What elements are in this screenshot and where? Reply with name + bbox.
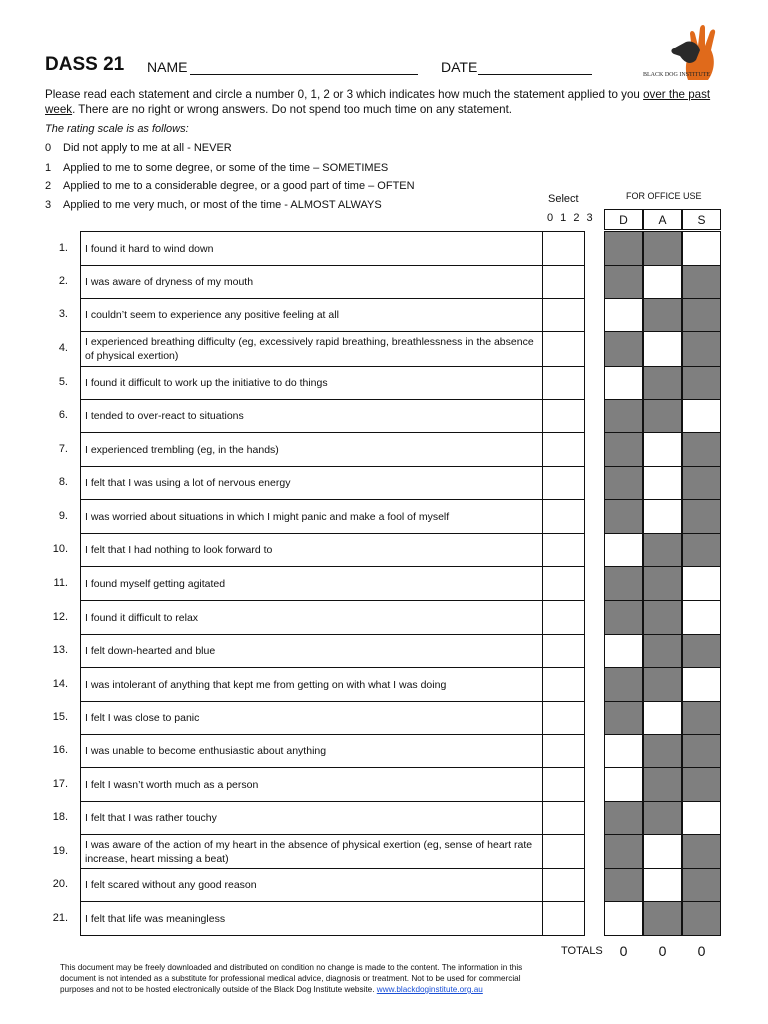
office-cell-d [604,868,643,902]
select-label: Select [548,193,579,205]
office-cell-a[interactable] [643,265,682,299]
question-statement: I experienced trembling (eg, in the hands) [80,432,543,467]
question-statement: I experienced breathing difficulty (eg, excessively rapid breathing, breathlessness in the absence of physical exertion) [80,331,543,367]
question-statement: I felt that I had nothing to look forward to [80,533,543,567]
instructions-text-end: . There are no right or wrong answers. Do not spend too much time on any statement. [72,103,513,116]
office-cell-a[interactable] [643,432,682,467]
question-number: 17. [52,777,68,790]
question-number: 12. [52,610,68,623]
office-cell-d [604,432,643,467]
office-cell-s[interactable] [682,801,721,835]
office-cell-a[interactable] [643,834,682,869]
question-statement: I was unable to become enthusiastic about anything [80,734,543,768]
answer-select-cell[interactable] [542,701,585,735]
scale-number: 1 [45,162,52,174]
black-dog-institute-logo [640,20,735,82]
office-cell-s [682,767,721,802]
answer-select-cell[interactable] [542,767,585,802]
question-statement: I felt I wasn’t worth much as a person [80,767,543,802]
answer-select-cell[interactable] [542,600,585,635]
answer-select-cell[interactable] [542,868,585,902]
scale-text: Applied to me very much, or most of the time - ALMOST ALWAYS [63,199,382,211]
question-statement: I was aware of the action of my heart in the absence of physical exertion (eg, sense of heart rate increase, heart missing a beat) [80,834,543,869]
answer-select-cell[interactable] [542,634,585,668]
logo-wordmark: BLACK DOG INSTITUTE [643,72,710,78]
office-cell-s[interactable] [682,231,721,266]
question-statement: I found it difficult to relax [80,600,543,635]
office-cell-s [682,868,721,902]
answer-select-cell[interactable] [542,734,585,768]
office-cell-d [604,499,643,534]
office-cell-s [682,466,721,500]
office-cell-d [604,566,643,601]
office-cell-a [643,767,682,802]
instructions [45,87,735,117]
office-cell-a[interactable] [643,331,682,367]
office-cell-d [604,331,643,367]
office-cell-s[interactable] [682,600,721,635]
answer-select-cell[interactable] [542,231,585,266]
total-d: 0 [619,943,628,959]
office-cell-a [643,231,682,266]
office-cell-d [604,801,643,835]
total-a: 0 [658,943,667,959]
answer-select-cell[interactable] [542,331,585,367]
office-cell-d [604,466,643,500]
office-cell-a [643,734,682,768]
name-field[interactable] [190,74,418,75]
question-statement: I felt that I was rather touchy [80,801,543,835]
totals-label: TOTALS [561,945,603,957]
question-number: 2. [58,275,68,287]
question-statement: I was worried about situations in which I might panic and make a fool of myself [80,499,543,534]
answer-select-cell[interactable] [542,901,585,936]
column-header-s: S [682,209,721,230]
question-number: 8. [58,476,68,488]
answer-select-cell[interactable] [542,399,585,433]
office-cell-a [643,801,682,835]
office-cell-s [682,834,721,869]
office-cell-d [604,265,643,299]
office-cell-a[interactable] [643,701,682,735]
office-cell-a [643,600,682,635]
office-cell-a [643,399,682,433]
answer-select-cell[interactable] [542,801,585,835]
answer-select-cell[interactable] [542,366,585,400]
date-field[interactable] [478,74,592,75]
question-number: 11. [53,576,68,589]
scale-item [45,180,415,192]
question-number: 10. [52,543,68,555]
office-cell-s [682,432,721,467]
answer-select-cell[interactable] [542,432,585,467]
scale-text: Applied to me to a considerable degree, or a good part of time – OFTEN [63,180,415,192]
date-label: DATE [441,59,478,75]
office-cell-s [682,701,721,735]
question-number: 3. [58,308,68,320]
scale-text: Applied to me to some degree, or some of the time – SOMETIMES [63,162,389,174]
answer-select-cell[interactable] [542,466,585,500]
office-use-label: FOR OFFICE USE [626,191,702,201]
office-cell-d [604,399,643,433]
answer-select-cell[interactable] [542,667,585,702]
question-number: 4. [58,342,68,354]
question-number: 5. [58,376,68,388]
answer-select-cell[interactable] [542,566,585,601]
office-cell-d[interactable] [604,298,643,332]
question-number: 14. [52,677,68,690]
question-number: 13. [52,644,68,656]
question-statement: I found it difficult to work up the initiative to do things [80,366,543,400]
office-cell-a [643,566,682,601]
rating-scale-title: The rating scale is as follows: [45,123,189,135]
office-cell-a [643,533,682,567]
question-statement: I tended to over-react to situations [80,399,543,433]
office-cell-d [604,667,643,702]
question-number: 7. [58,442,68,455]
office-cell-d[interactable] [604,901,643,936]
select-digits: 0 1 2 3 [547,212,595,224]
name-label: NAME [147,59,188,75]
office-cell-a [643,366,682,400]
office-cell-s[interactable] [682,399,721,433]
office-cell-s [682,331,721,367]
question-number: 16. [52,744,68,756]
question-number: 20. [52,878,68,890]
question-statement: I felt scared without any good reason [80,868,543,902]
form-title: DASS 21 [45,54,125,75]
answer-select-cell[interactable] [542,533,585,567]
office-cell-d[interactable] [604,634,643,668]
scale-item [45,199,382,211]
scale-item [45,142,232,154]
office-cell-s[interactable] [682,667,721,702]
office-cell-s [682,734,721,768]
office-cell-d [604,834,643,869]
question-statement: I felt that life was meaningless [80,901,543,936]
question-number: 19. [52,844,68,857]
office-cell-s [682,499,721,534]
office-cell-s [682,901,721,936]
question-number: 1. [58,241,68,254]
office-cell-d[interactable] [604,366,643,400]
answer-select-cell[interactable] [542,298,585,332]
office-cell-a[interactable] [643,466,682,500]
office-cell-s [682,265,721,299]
question-number: 18. [52,811,68,823]
scale-number: 2 [45,180,52,192]
office-cell-a [643,634,682,668]
office-cell-d[interactable] [604,734,643,768]
disclaimer [60,962,540,995]
question-number: 9. [58,509,68,522]
office-cell-d [604,231,643,266]
question-number: 6. [58,409,68,421]
scale-number: 3 [45,199,52,211]
answer-select-cell[interactable] [542,499,585,534]
office-cell-s [682,298,721,332]
office-cell-a [643,667,682,702]
office-cell-a[interactable] [643,499,682,534]
scale-text: Did not apply to me at all - NEVER [63,142,232,154]
office-cell-a [643,298,682,332]
answer-select-cell[interactable] [542,834,585,869]
scale-number: 0 [45,142,52,154]
question-statement: I found myself getting agitated [80,566,543,601]
website-link[interactable]: www.blackdoginstitute.org.au [376,985,483,994]
question-statement: I found it hard to wind down [80,231,543,266]
question-number: 21. [52,911,68,924]
office-cell-s [682,634,721,668]
question-statement: I was aware of dryness of my mouth [80,265,543,299]
office-cell-a[interactable] [643,868,682,902]
instructions-emphasis: over the past week [45,88,711,116]
office-cell-a [643,901,682,936]
question-statement: I was intolerant of anything that kept me from getting on with what I was doing [80,667,543,702]
answer-select-cell[interactable] [542,265,585,299]
office-cell-s [682,533,721,567]
office-cell-s[interactable] [682,566,721,601]
column-header-d: D [604,209,643,230]
question-statement: I felt down-hearted and blue [80,634,543,668]
disclaimer-text: This document may be freely downloaded and distributed on condition no change is made to the content. The information in this document is not intended as a substitute for professional medical advice, diagnosis or treatment. Not to be used for commercial purposes and not to be hosted electronically outside of the Black Dog Institute website. [60,963,523,994]
office-cell-d[interactable] [604,767,643,802]
office-cell-s [682,366,721,400]
question-statement: I felt I was close to panic [80,701,543,735]
office-cell-d [604,701,643,735]
question-statement: I felt that I was using a lot of nervous energy [80,466,543,500]
question-number: 15. [52,711,68,723]
scale-item [45,162,388,174]
question-statement: I couldn’t seem to experience any positive feeling at all [80,298,543,332]
column-header-a: A [643,209,682,230]
office-cell-d [604,600,643,635]
instructions-text: Please read each statement and circle a number 0, 1, 2 or 3 which indicates how much the statement applied to you [45,88,644,101]
office-cell-d[interactable] [604,533,643,567]
total-s: 0 [697,943,706,959]
